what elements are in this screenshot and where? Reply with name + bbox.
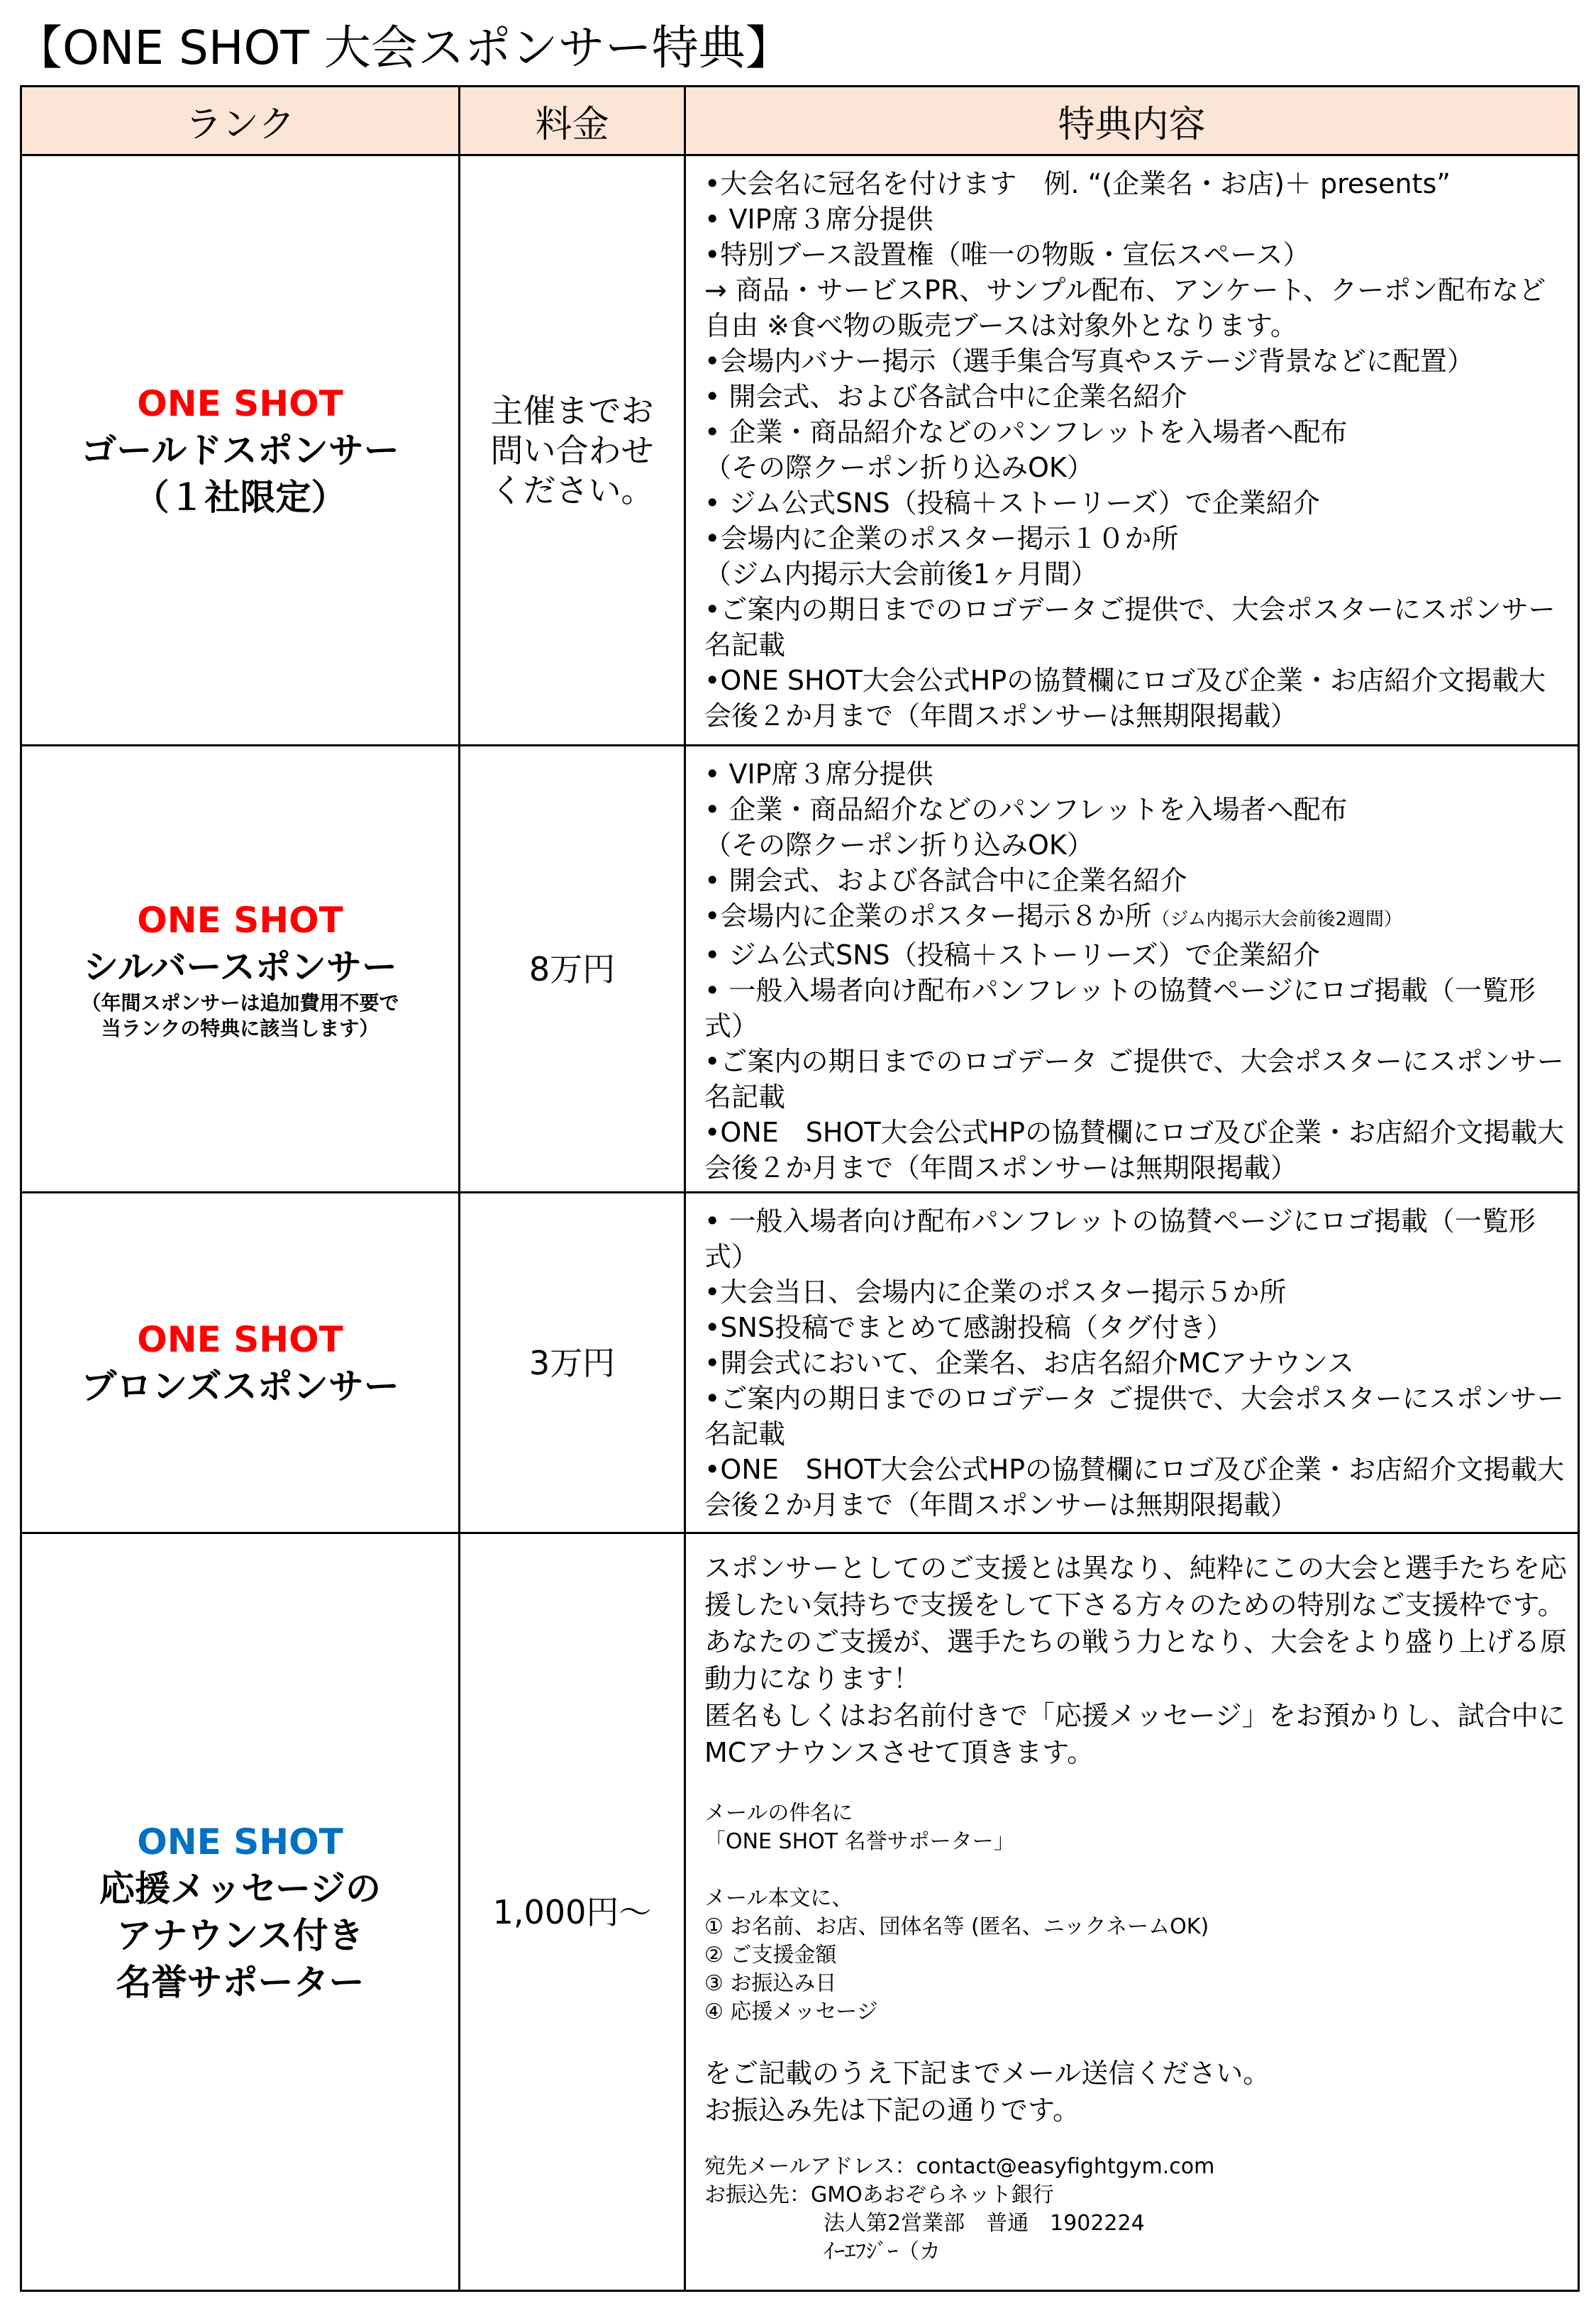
fee-text: 1,000円～: [492, 1892, 652, 1931]
header-fee: 料金: [460, 87, 685, 155]
benefit-item: •会場内バナー掲示（選手集合写真やステージ背景などに配置）: [704, 346, 1474, 377]
benefit-item: •SNS投稿でまとめて感謝投稿（タグ付き）: [704, 1312, 1234, 1343]
benefits-cell-supporter: [685, 1533, 1579, 2291]
benefits-cell-silver: [685, 746, 1579, 1193]
benefit-note: （ジム内掲示大会前後2週間）: [1151, 909, 1402, 930]
supporter-intro: スポンサーとしてのご支援とは異なり、純粋にこの大会と選手たちを応援したい気持ちで支援をして下さる方々のための特別なご支援枠です。あなたのご支援が、選手たちの戦う力となり、大会をより盛り上げる原動力になります！: [704, 1552, 1568, 1694]
rank-note: （年間スポンサーは追加費用不要で: [81, 991, 399, 1015]
rank-brand: ONE SHOT: [137, 899, 343, 941]
subject-value: 「ONE SHOT 名誉サポーター」: [704, 1829, 1015, 1854]
benefit-item: • 開会式、および各試合中に企業名紹介: [704, 381, 1187, 412]
benefit-item: •会場内に企業のポスター掲示１０か所: [704, 523, 1179, 554]
benefit-item: [704, 898, 1569, 937]
fee-cell-silver: [460, 746, 685, 1193]
rank-name: アナウンス付き: [116, 1914, 364, 1956]
benefit-item: （ジム内掲示大会前後1ヶ月間）: [704, 558, 1098, 590]
closing-line: をご記載のうえ下記までメール送信ください。: [704, 2058, 1270, 2089]
benefit-item: • 開会式、および各試合中に企業名紹介: [704, 865, 1187, 896]
sponsor-benefits-table: [20, 85, 1580, 2292]
benefit-item: • VIP席３席分提供: [704, 204, 933, 235]
benefit-item: •特別ブース設置権（唯一の物販・宣伝スペース）: [704, 239, 1310, 270]
benefit-item: • 企業・商品紹介などのパンフレットを入場者へ配布: [704, 416, 1348, 448]
benefit-item: • 一般入場者向け配布パンフレットの協賛ページにロゴ掲載（一覧形式）: [704, 975, 1536, 1042]
rank-name: ゴールドスポンサー: [81, 429, 399, 471]
fee-text: 主催までお問い合わせください。: [490, 391, 654, 509]
header-benefits: 特典内容: [685, 87, 1579, 155]
supporter-intro-2: 匿名もしくはお名前付きで「応援メッセージ」をお預かりし、試合中にMCアナウンスさせて頂きます。: [704, 1700, 1565, 1768]
rank-brand: ONE SHOT: [137, 382, 343, 424]
bank-name: お振込先：GMOあおぞらネット銀行: [704, 2183, 1054, 2207]
rank-brand: ONE SHOT: [137, 1821, 343, 1863]
table-row-bronze: [21, 1193, 1579, 1533]
bank-branch: 法人第2営業部 普通 1902224: [824, 2211, 1145, 2236]
rank-cell-bronze: [21, 1193, 460, 1533]
benefit-item: → 商品・サービスPR、サンプル配布、アンケート、クーポン配布など自由 ※食べ物の販売ブースは対象外となります。: [704, 275, 1546, 341]
rank-cell-gold: [21, 155, 460, 746]
rank-name: ブロンズスポンサー: [81, 1365, 399, 1407]
account-holder: ｲｰｴﾌｼﾞｰ（カ: [824, 2239, 941, 2264]
benefit-text: •会場内に企業のポスター掲示８か所: [704, 900, 1152, 932]
fee-cell-gold: [460, 155, 685, 746]
rank-brand: ONE SHOT: [137, 1318, 343, 1360]
header-rank: ランク: [21, 87, 460, 155]
rank-name: 応援メッセージの: [99, 1868, 381, 1909]
benefits-cell-gold: [685, 155, 1579, 746]
benefit-item: • ジム公式SNS（投稿＋ストーリーズ）で企業紹介: [704, 939, 1320, 971]
benefit-item: •ご案内の期日までのロゴデータご提供で、大会ポスターにスポンサー名記載: [704, 594, 1556, 661]
rank-limit: （１社限定）: [133, 476, 347, 518]
fee-text: 3万円: [528, 1343, 616, 1382]
benefit-item: •ONE SHOT大会公式HPの協賛欄にロゴ及び企業・お店紹介文掲載大会後２か月まで（年間スポンサーは無期限掲載）: [704, 1454, 1565, 1521]
benefit-item: •ご案内の期日までのロゴデータ ご提供で、大会ポスターにスポンサー名記載: [704, 1383, 1564, 1450]
rank-note: 当ランクの特典に該当します）: [101, 1016, 379, 1040]
benefit-item: •ご案内の期日までのロゴデータ ご提供で、大会ポスターにスポンサー名記載: [704, 1046, 1564, 1113]
table-header-row: [21, 87, 1579, 155]
benefit-item: • 企業・商品紹介などのパンフレットを入場者へ配布: [704, 794, 1348, 825]
body-item: ③ お振込み日: [704, 1971, 837, 1996]
benefit-item: • VIP席３席分提供: [704, 758, 933, 790]
benefit-item: •開会式において、企業名、お店名紹介MCアナウンス: [704, 1347, 1354, 1379]
body-item: ① お名前、お店、団体名等 (匿名、ニックネームOK): [704, 1914, 1209, 1939]
subject-label: メールの件名に: [704, 1801, 853, 1826]
page-title: 【ONE SHOT 大会スポンサー特典】: [16, 21, 792, 75]
table-row-gold: [21, 155, 1579, 746]
fee-cell-supporter: [460, 1533, 685, 2291]
rank-cell-supporter: [21, 1533, 460, 2291]
benefits-cell-bronze: [685, 1193, 1579, 1533]
fee-text: 8万円: [528, 949, 616, 988]
benefit-item: •ONE SHOT大会公式HPの協賛欄にロゴ及び企業・お店紹介文掲載大会後２か月まで（年間スポンサーは無期限掲載）: [704, 1117, 1565, 1184]
rank-cell-silver: [21, 746, 460, 1193]
fee-cell-bronze: [460, 1193, 685, 1533]
benefit-item: •大会当日、会場内に企業のポスター掲示５か所: [704, 1276, 1287, 1308]
benefit-item: • ジム公式SNS（投稿＋ストーリーズ）で企業紹介: [704, 487, 1320, 519]
benefit-item: • 一般入場者向け配布パンフレットの協賛ページにロゴ掲載（一覧形式）: [704, 1206, 1536, 1272]
table-row-supporter: [21, 1533, 1579, 2291]
benefit-item: •大会名に冠名を付けます 例. “(企業名・お店)＋ presents”: [704, 168, 1451, 199]
closing-line: お振込み先は下記の通りです。: [704, 2095, 1080, 2126]
body-item: ② ご支援金額: [704, 1943, 837, 1968]
rank-name: 名誉サポーター: [116, 1961, 365, 2003]
benefit-item: （その際クーポン折り込みOK）: [704, 829, 1094, 861]
body-label: メール本文に、: [704, 1886, 853, 1911]
body-item: ④ 応援メッセージ: [704, 1999, 878, 2024]
benefit-item: （その際クーポン折り込みOK）: [704, 452, 1094, 483]
table-row-silver: [21, 746, 1579, 1193]
benefit-item: •ONE SHOT大会公式HPの協賛欄にロゴ及び企業・お店紹介文掲載大会後２か月まで（年間スポンサーは無期限掲載）: [704, 665, 1546, 732]
email-address: 宛先メールアドレス：contact@easyfightgym.com: [704, 2154, 1215, 2179]
rank-name: シルバースポンサー: [83, 946, 397, 988]
